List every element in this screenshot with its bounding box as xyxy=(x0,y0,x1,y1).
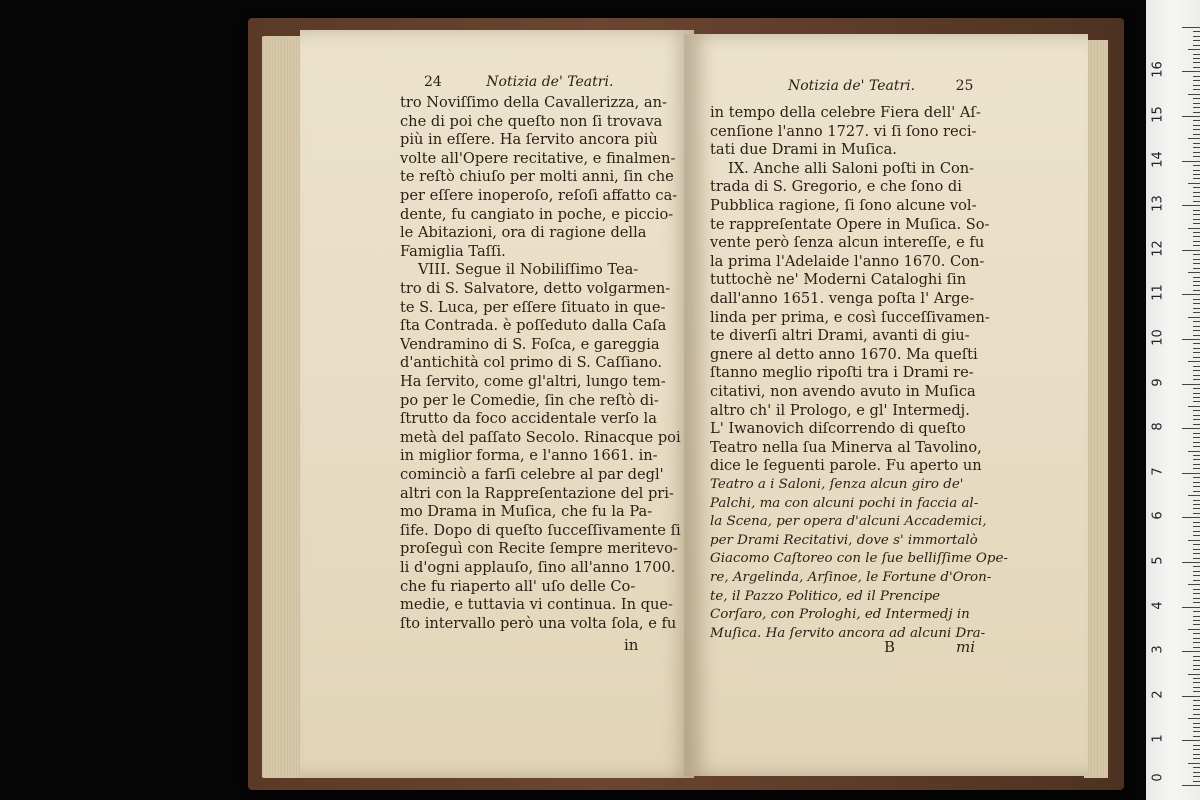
text-line: la Scena, per opera d'alcuni Accademici, xyxy=(710,514,987,530)
ruler-tick xyxy=(1193,410,1200,411)
ruler-tick xyxy=(1193,433,1200,434)
ruler-tick xyxy=(1193,192,1200,193)
ruler-tick xyxy=(1193,366,1200,367)
ruler-tick xyxy=(1188,228,1200,229)
ruler-tick xyxy=(1193,285,1200,286)
text-line: tro Noviſſimo della Cavallerizza, an- xyxy=(400,94,667,111)
ruler-tick xyxy=(1193,397,1200,398)
page-number: 25 xyxy=(955,78,974,94)
text-line: proſeguì con Recite ſempre meritevo- xyxy=(400,540,678,558)
ruler-tick xyxy=(1188,674,1200,675)
page-number: 24 xyxy=(424,74,442,90)
ruler-tick xyxy=(1188,183,1200,184)
ruler-tick xyxy=(1193,152,1200,153)
ruler-tick xyxy=(1193,259,1200,260)
ruler-tick xyxy=(1193,348,1200,349)
ruler-tick xyxy=(1193,731,1200,732)
ruler-tick xyxy=(1193,299,1200,300)
ruler-tick xyxy=(1193,776,1200,777)
text-line: te rappreſentate Opere in Muſica. So- xyxy=(710,215,990,233)
ruler-tick xyxy=(1193,464,1200,465)
text-line: citativi, non avendo avuto in Muſica xyxy=(710,383,976,400)
running-head-left xyxy=(424,74,613,90)
ruler-tick xyxy=(1193,678,1200,679)
text-line: Teatro a i Saloni, ſenza alcun giro de' xyxy=(710,477,964,492)
ruler-tick xyxy=(1193,665,1200,666)
text-line: dice le ſeguenti parole. Fu aperto un xyxy=(710,457,982,475)
text-line: Pubblica ragione, ſi ſono alcune vol- xyxy=(710,197,977,214)
ruler-tick xyxy=(1193,772,1200,773)
ruler-tick xyxy=(1193,143,1200,144)
ruler-label: 15 xyxy=(1150,106,1166,123)
ruler-tick xyxy=(1193,571,1200,572)
catchword: mi xyxy=(956,638,976,656)
ruler-tick xyxy=(1193,134,1200,135)
ruler-tick xyxy=(1182,339,1200,340)
ruler-tick xyxy=(1182,473,1200,474)
text-line: re, Argelinda, Arſinoe, le Fortune d'Oron- xyxy=(710,570,992,585)
text-line: gnere al detto anno 1670. Ma queſti xyxy=(710,345,978,363)
ruler-tick xyxy=(1188,49,1200,50)
text-line: Teatro nella ſua Minerva al Tavolino, xyxy=(710,438,982,456)
ruler-tick xyxy=(1193,352,1200,353)
text-line: d'antichità col primo di S. Caſſiano. xyxy=(400,354,662,372)
text-line: Corſaro, con Prologhi, ed Intermedj in xyxy=(710,607,970,623)
ruler-label: 14 xyxy=(1150,150,1166,168)
ruler-tick xyxy=(1193,593,1200,594)
ruler-tick xyxy=(1193,691,1200,692)
ruler-tick xyxy=(1193,727,1200,728)
text-line: più in eſſere. Ha ſervito ancora più xyxy=(400,131,658,149)
ruler-tick xyxy=(1193,103,1200,104)
ruler-tick xyxy=(1188,94,1200,95)
text-line: trada di S. Gregorio, e che ſono di xyxy=(710,178,962,196)
ruler-tick xyxy=(1193,45,1200,46)
ruler-tick xyxy=(1193,170,1200,171)
text-line: VIII. Segue il Nobiliſſimo Tea- xyxy=(418,261,639,279)
ruler-tick xyxy=(1193,36,1200,37)
ruler-tick xyxy=(1193,642,1200,643)
text-line: medie, e tuttavia vi continua. In que- xyxy=(400,596,673,614)
text-line: Muſica. Ha ſervito ancora ad alcuni Dra- xyxy=(710,625,986,641)
ruler-tick xyxy=(1193,446,1200,447)
ruler-label: 1 xyxy=(1150,734,1166,744)
ruler-tick xyxy=(1193,602,1200,603)
ruler-tick xyxy=(1193,268,1200,269)
ruler-tick xyxy=(1193,76,1200,77)
text-line: tati due Drami in Muſica. xyxy=(710,141,897,159)
ruler-tick xyxy=(1182,384,1200,385)
ruler-tick xyxy=(1193,687,1200,688)
ruler-tick xyxy=(1193,58,1200,59)
ruler-label: 13 xyxy=(1150,195,1166,212)
ruler-tick xyxy=(1193,241,1200,242)
ruler-tick xyxy=(1193,219,1200,220)
ruler-tick xyxy=(1188,540,1200,541)
ruler-tick xyxy=(1193,303,1200,304)
ruler-tick xyxy=(1193,89,1200,90)
ruler-tick xyxy=(1193,508,1200,509)
text-line: IX. Anche alli Saloni poſti in Con- xyxy=(728,159,975,177)
ruler-tick xyxy=(1182,607,1200,608)
running-title: Notizia de' Teatri. xyxy=(486,74,614,90)
ruler-tick xyxy=(1188,451,1200,452)
left-page xyxy=(300,30,694,778)
ruler-tick xyxy=(1193,308,1200,309)
ruler-tick xyxy=(1193,700,1200,701)
ruler-tick xyxy=(1193,107,1200,108)
ruler-tick xyxy=(1193,580,1200,581)
text-line: cominciò a farſi celebre al par degl' xyxy=(400,466,664,483)
text-line: in tempo della celebre Fiera dell' Aſ- xyxy=(710,104,981,121)
ruler-tick xyxy=(1193,187,1200,188)
ruler-tick xyxy=(1188,718,1200,719)
ruler-tick xyxy=(1193,513,1200,514)
ruler-tick xyxy=(1193,245,1200,246)
ruler-tick xyxy=(1182,785,1200,786)
text-line: linda per prima, e così ſucceſſivamen- xyxy=(710,308,990,326)
ruler-tick xyxy=(1193,388,1200,389)
ruler-tick xyxy=(1188,763,1200,764)
ruler-tick xyxy=(1193,535,1200,536)
text-line: le Abitazioni, ora di ragione della xyxy=(400,224,647,242)
signature-mark: B xyxy=(884,638,896,656)
text-line: per Drami Recitativi, dove s' immortalò xyxy=(710,532,978,548)
ruler-tick xyxy=(1193,263,1200,264)
ruler-tick xyxy=(1193,375,1200,376)
ruler-tick xyxy=(1193,709,1200,710)
ruler-tick xyxy=(1193,459,1200,460)
ruler-tick xyxy=(1193,201,1200,202)
ruler-tick xyxy=(1193,504,1200,505)
ruler-tick xyxy=(1193,165,1200,166)
ruler-tick xyxy=(1193,80,1200,81)
ruler-tick xyxy=(1193,312,1200,313)
ruler-label: 5 xyxy=(1150,556,1166,565)
ruler-tick xyxy=(1193,531,1200,532)
ruler-tick xyxy=(1193,616,1200,617)
ruler-tick xyxy=(1182,71,1200,72)
text-line: po per le Comedie, ſin che reſtò di- xyxy=(400,391,659,409)
ruler-tick xyxy=(1193,754,1200,755)
ruler-tick xyxy=(1193,415,1200,416)
text-line: ſtanno meglio ripoſti tra i Drami re- xyxy=(710,364,974,382)
ruler-tick xyxy=(1193,736,1200,737)
ruler-label: 3 xyxy=(1150,645,1166,654)
ruler-tick xyxy=(1193,54,1200,55)
ruler-tick xyxy=(1193,468,1200,469)
text-line: L' Iwanovich diſcorrendo di queſto xyxy=(710,420,966,438)
ruler-tick xyxy=(1193,705,1200,706)
ruler-tick xyxy=(1193,223,1200,224)
ruler-tick xyxy=(1182,428,1200,429)
running-head-right xyxy=(788,78,973,94)
ruler-tick xyxy=(1182,562,1200,563)
ruler-tick xyxy=(1193,477,1200,478)
ruler-tick xyxy=(1182,161,1200,162)
ruler-tick xyxy=(1193,290,1200,291)
ruler-tick xyxy=(1193,174,1200,175)
ruler-tick xyxy=(1193,343,1200,344)
ruler-tick xyxy=(1193,624,1200,625)
ruler-label: 4 xyxy=(1150,600,1166,610)
text-line: te S. Luca, per eſſere ſituato in que- xyxy=(400,298,666,316)
ruler-tick xyxy=(1193,147,1200,148)
text-line: te, il Pazzo Politico, ed il Prencipe xyxy=(710,588,941,604)
ruler-tick xyxy=(1182,696,1200,697)
ruler-tick xyxy=(1193,370,1200,371)
ruler-tick xyxy=(1193,455,1200,456)
ruler-tick xyxy=(1193,236,1200,237)
ruler-tick xyxy=(1193,281,1200,282)
ruler-tick xyxy=(1193,633,1200,634)
text-line: ſtrutto da foco accidentale verſo la xyxy=(400,410,657,428)
text-line: Vendramino di S. Foſca, e gareggia xyxy=(400,335,660,353)
text-line: Palchi, ma con alcuni pochi in faccia al- xyxy=(710,495,979,511)
ruler-label: 12 xyxy=(1150,240,1166,257)
ruler-tick xyxy=(1188,272,1200,273)
text-line: ſife. Dopo di queſto ſucceſſivamente ſi xyxy=(400,521,681,539)
ruler-tick xyxy=(1193,491,1200,492)
text-line: te diverſi altri Drami, avanti di giu- xyxy=(710,327,970,345)
text-line: tuttochè ne' Moderni Cataloghi ſin xyxy=(710,271,967,289)
ruler-tick xyxy=(1188,361,1200,362)
text-line: dall'anno 1651. venga poſta l' Arge- xyxy=(710,290,975,307)
ruler-tick xyxy=(1193,156,1200,157)
running-title: Notizia de' Teatri. xyxy=(788,78,916,94)
ruler-tick xyxy=(1193,98,1200,99)
ruler-tick xyxy=(1193,611,1200,612)
ruler-tick xyxy=(1182,27,1200,28)
ruler-tick xyxy=(1193,682,1200,683)
text-line: in miglior forma, e l'anno 1661. in- xyxy=(400,447,658,465)
catchword: in xyxy=(624,636,639,654)
ruler-tick xyxy=(1188,584,1200,585)
ruler-label: 0 xyxy=(1150,773,1166,782)
ruler-tick xyxy=(1193,553,1200,554)
ruler-tick xyxy=(1182,740,1200,741)
ruler-label: 10 xyxy=(1150,329,1166,346)
ruler-tick xyxy=(1193,714,1200,715)
ruler-tick xyxy=(1188,406,1200,407)
ruler-tick xyxy=(1182,517,1200,518)
ruler-label: 16 xyxy=(1150,61,1166,79)
ruler-tick xyxy=(1193,85,1200,86)
ruler-tick xyxy=(1193,575,1200,576)
text-line: che di poi che queſto non ſi trovava xyxy=(400,112,663,130)
ruler-tick xyxy=(1193,767,1200,768)
ruler-tick xyxy=(1193,781,1200,782)
ruler-tick xyxy=(1188,317,1200,318)
ruler-tick xyxy=(1193,656,1200,657)
ruler-tick xyxy=(1193,549,1200,550)
ruler-label: 9 xyxy=(1150,377,1166,387)
ruler-tick xyxy=(1193,326,1200,327)
ruler-label: 2 xyxy=(1150,690,1166,699)
ruler-tick xyxy=(1193,277,1200,278)
ruler-tick xyxy=(1193,638,1200,639)
ruler-tick xyxy=(1193,129,1200,130)
ruler-tick xyxy=(1193,31,1200,32)
text-line: volte all'Opere recitative, e finalmen- xyxy=(400,149,676,167)
ruler-tick xyxy=(1193,125,1200,126)
ruler-tick xyxy=(1193,558,1200,559)
text-line: che fu riaperto all' uſo delle Co- xyxy=(400,577,636,595)
ruler-tick xyxy=(1193,120,1200,121)
ruler-tick xyxy=(1193,598,1200,599)
ruler-tick xyxy=(1193,620,1200,621)
ruler-tick xyxy=(1182,205,1200,206)
ruler-tick xyxy=(1193,178,1200,179)
ruler-tick xyxy=(1193,647,1200,648)
ruler-tick xyxy=(1193,232,1200,233)
ruler-tick xyxy=(1193,401,1200,402)
text-line: altro ch' il Prologo, e gl' Intermedj. xyxy=(710,401,970,419)
ruler-tick xyxy=(1188,138,1200,139)
ruler-tick xyxy=(1193,437,1200,438)
text-line: cenſione l'anno 1727. vi ſi ſono reci- xyxy=(710,122,977,140)
text-line: ſta Contrada. è poſſeduto dalla Caſa xyxy=(400,317,667,335)
text-line: ſto intervallo però una volta ſola, e fu xyxy=(400,614,677,632)
ruler-tick xyxy=(1182,250,1200,251)
text-line: vente però ſenza alcun intereſſe, e fu xyxy=(710,234,985,252)
ruler-tick xyxy=(1193,379,1200,380)
ruler-tick xyxy=(1193,321,1200,322)
ruler-label: 6 xyxy=(1150,511,1166,521)
ruler-tick xyxy=(1193,40,1200,41)
ruler-tick xyxy=(1193,482,1200,483)
ruler-tick xyxy=(1188,629,1200,630)
ruler-tick xyxy=(1193,67,1200,68)
text-line: tro di S. Salvatore, detto volgarmen- xyxy=(400,280,671,297)
text-line: Ha ſervito, come gl'altri, lungo tem- xyxy=(400,373,666,390)
ruler-tick xyxy=(1193,669,1200,670)
text-line: la prima l'Adelaide l'anno 1670. Con- xyxy=(710,252,985,270)
ruler-label: 11 xyxy=(1150,284,1166,302)
text-line: dente, fu cangiato in poche, e piccio- xyxy=(400,205,674,223)
ruler-tick xyxy=(1193,660,1200,661)
ruler-tick xyxy=(1193,544,1200,545)
text-line: per eſſere inoperoſo, reſoſi affatto ca- xyxy=(400,187,678,204)
ruler-tick xyxy=(1193,393,1200,394)
ruler-tick xyxy=(1193,196,1200,197)
text-line: mo Drama in Muſica, che fu la Pa- xyxy=(400,503,653,521)
text-line: Giacomo Caſtoreo con le ſue belliſſime Ope- xyxy=(710,551,1008,567)
text-line: Famiglia Taſſi. xyxy=(400,242,506,260)
ruler-tick xyxy=(1193,357,1200,358)
text-line: li d'ogni applauſo, ſino all'anno 1700. xyxy=(400,559,676,576)
ruler-tick xyxy=(1193,749,1200,750)
ruler-tick xyxy=(1193,486,1200,487)
ruler-tick xyxy=(1193,566,1200,567)
ruler-label: 8 xyxy=(1150,422,1166,431)
ruler-tick xyxy=(1193,419,1200,420)
text-line: altri con la Rappreſentazione del pri- xyxy=(400,484,674,502)
ruler-tick xyxy=(1193,500,1200,501)
ruler-tick xyxy=(1193,210,1200,211)
right-page xyxy=(684,34,1088,776)
ruler-tick xyxy=(1193,424,1200,425)
ruler-tick xyxy=(1188,495,1200,496)
ruler-tick xyxy=(1193,335,1200,336)
ruler-tick xyxy=(1193,758,1200,759)
text-line: metà del paſſato Secolo. Rinacque poi xyxy=(400,428,681,446)
ruler-tick xyxy=(1193,214,1200,215)
measurement-ruler xyxy=(1146,0,1200,800)
ruler-tick xyxy=(1193,254,1200,255)
ruler-tick xyxy=(1193,112,1200,113)
ruler-tick xyxy=(1182,294,1200,295)
ruler-label: 7 xyxy=(1150,467,1166,476)
ruler-tick xyxy=(1193,589,1200,590)
ruler-tick xyxy=(1182,651,1200,652)
ruler-tick xyxy=(1182,116,1200,117)
ruler-tick xyxy=(1193,522,1200,523)
ruler-tick xyxy=(1193,62,1200,63)
ruler-tick xyxy=(1193,526,1200,527)
ruler-tick xyxy=(1193,723,1200,724)
ruler-tick xyxy=(1193,745,1200,746)
ruler-tick xyxy=(1193,330,1200,331)
ruler-tick xyxy=(1193,442,1200,443)
text-line: te reſtò chiuſo per molti anni, ſin che xyxy=(400,168,674,186)
